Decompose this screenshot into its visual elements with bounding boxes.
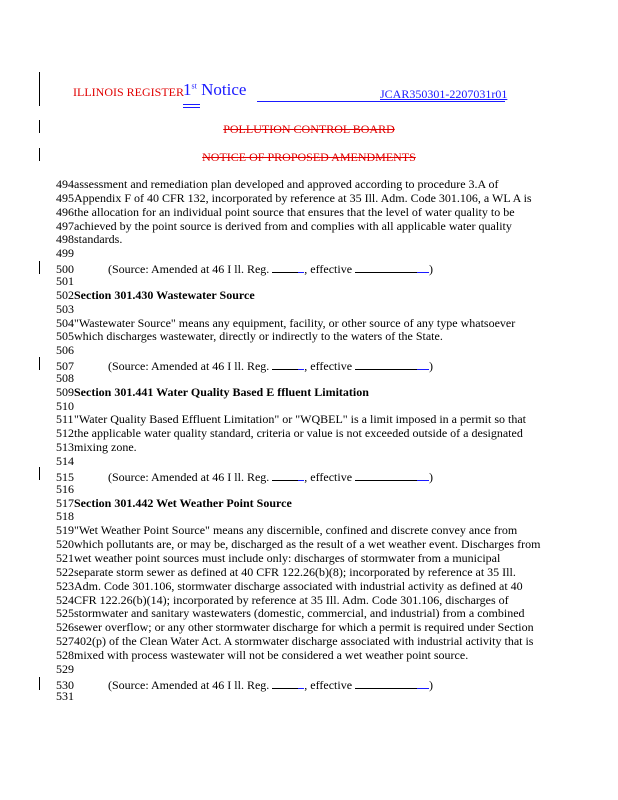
line-520 xyxy=(56,538,540,552)
line-number: 531 xyxy=(56,689,74,704)
header-underline xyxy=(183,107,200,108)
line-531 xyxy=(56,690,74,704)
line-number: 519 xyxy=(56,523,74,538)
line-number: 524 xyxy=(56,592,74,607)
source-note: (Source: Amended at 46 I ll. Reg. xyxy=(108,359,273,374)
line-number: 509 xyxy=(56,384,74,399)
line-text: mixed with process wastewater will not be considered a wet weather point source. xyxy=(74,647,469,662)
line-text: "Wastewater Source" means any equipment, facility, or other source of any type whatsoever xyxy=(74,315,516,330)
line-517 xyxy=(56,497,292,511)
line-527 xyxy=(56,635,533,649)
effective-date-blank xyxy=(355,358,417,370)
change-bar xyxy=(39,261,40,274)
source-note: (Source: Amended at 46 I ll. Reg. xyxy=(108,262,273,277)
line-530 xyxy=(56,677,433,693)
closing-paren: ) xyxy=(429,262,434,277)
line-text: wet weather point sources must include only: discharges of stormwater from a municipal xyxy=(74,550,501,565)
line-499 xyxy=(56,247,74,261)
line-number: 504 xyxy=(56,315,74,330)
line-text: CFR 122.26(b)(14); incorporated by reference at 35 Ill. Adm. Code 301.106, discharges of xyxy=(74,592,509,607)
line-502 xyxy=(56,289,255,303)
board-title: POLLUTION CONTROL BOARD xyxy=(223,122,395,136)
line-529 xyxy=(56,663,74,677)
line-number: 520 xyxy=(56,537,74,552)
line-number: 523 xyxy=(56,578,74,593)
change-bar xyxy=(39,467,40,480)
line-text: the applicable water quality standard, criteria or value is not exceeded outside of a designated xyxy=(74,426,523,441)
effective-date-blank xyxy=(355,677,417,689)
line-504 xyxy=(56,317,515,331)
line-text: "Wet Weather Point Source" means any discernible, confined and discrete convey ance from xyxy=(74,523,518,538)
line-505 xyxy=(56,330,443,344)
line-number: 515 xyxy=(56,469,74,484)
line-515 xyxy=(56,469,433,485)
document-id: JCAR350301-2207031r01 xyxy=(380,87,508,101)
line-508 xyxy=(56,372,74,386)
line-506 xyxy=(56,344,74,358)
register-blank xyxy=(272,358,298,370)
line-number: 501 xyxy=(56,273,74,288)
line-number: 528 xyxy=(56,647,74,662)
header-underline xyxy=(183,104,200,105)
effective-date-mark xyxy=(417,261,429,273)
line-number: 500 xyxy=(56,262,74,277)
line-number: 512 xyxy=(56,426,74,441)
line-number: 525 xyxy=(56,606,74,621)
line-text: "Water Quality Based Effluent Limitation" or "WQBEL" is a limit imposed in a permit so that xyxy=(74,412,526,427)
section-heading: Section 301.441 Water Quality Based E ffluent Limitation xyxy=(74,384,369,399)
line-text: mixing zone. xyxy=(74,440,137,455)
line-text: achieved by the point source is derived from and complies with all applicable water quality xyxy=(74,218,512,233)
line-512 xyxy=(56,427,523,441)
line-text: which discharges wastewater, directly or indirectly to the waters of the State. xyxy=(74,329,443,344)
line-519 xyxy=(56,524,517,538)
line-501 xyxy=(56,275,74,289)
line-number: 518 xyxy=(56,509,74,524)
line-511 xyxy=(56,413,526,427)
line-number: 526 xyxy=(56,620,74,635)
line-503 xyxy=(56,303,74,317)
closing-paren: ) xyxy=(429,677,434,692)
line-518 xyxy=(56,510,74,524)
line-number: 521 xyxy=(56,550,74,565)
notice-label: Notice xyxy=(201,80,247,99)
line-number: 502 xyxy=(56,287,74,302)
first-number: 1 xyxy=(183,80,192,99)
source-note: (Source: Amended at 46 I ll. Reg. xyxy=(108,677,273,692)
line-text: standards. xyxy=(74,232,123,247)
effective-date-mark xyxy=(417,358,429,370)
line-498 xyxy=(56,233,122,247)
effective-date-mark xyxy=(417,469,429,481)
line-text: which pollutants are, or may be, discharged as the result of a wet weather event. Discharges from xyxy=(74,537,541,552)
line-496 xyxy=(56,206,515,220)
effective-label: , effective xyxy=(304,262,356,277)
line-497 xyxy=(56,220,512,234)
change-bar xyxy=(39,357,40,370)
line-number: 529 xyxy=(56,661,74,676)
line-text: Adm. Code 301.106, stormwater discharge associated with industrial activity as defined at 40 xyxy=(74,578,523,593)
effective-label: , effective xyxy=(304,359,356,374)
line-516 xyxy=(56,483,74,497)
change-bar xyxy=(39,72,40,106)
line-text: sewer overflow; or any other stormwater discharge for which a permit is required under Section xyxy=(74,620,534,635)
line-526 xyxy=(56,621,534,635)
line-523 xyxy=(56,580,523,594)
line-513 xyxy=(56,441,137,455)
line-number: 514 xyxy=(56,454,74,468)
line-528 xyxy=(56,649,468,663)
line-number: 510 xyxy=(56,398,74,413)
line-number: 527 xyxy=(56,634,74,649)
register-blank xyxy=(272,261,298,273)
closing-paren: ) xyxy=(429,469,434,484)
line-521 xyxy=(56,552,500,566)
register-title: ILLINOIS REGISTER xyxy=(73,85,184,99)
effective-date-blank xyxy=(355,261,417,273)
line-number: 499 xyxy=(56,246,74,261)
line-text: separate storm sewer as defined at 40 CFR 122.26(b)(8); incorporated by reference at 35 Ill. xyxy=(74,564,516,579)
line-number: 530 xyxy=(56,677,74,692)
line-524 xyxy=(56,594,509,608)
line-number: 507 xyxy=(56,359,74,374)
section-heading: Section 301.442 Wet Weather Point Source xyxy=(74,495,292,510)
line-text: the allocation for an individual point source that ensures that the level of water quality to be xyxy=(74,204,515,219)
effective-date-blank xyxy=(355,469,417,481)
line-525 xyxy=(56,607,525,621)
section-heading: Section 301.430 Wastewater Source xyxy=(74,287,255,302)
notice-header xyxy=(183,80,246,100)
line-514 xyxy=(56,455,74,469)
line-number: 513 xyxy=(56,440,74,455)
line-507 xyxy=(56,358,433,374)
line-text: Appendix F of 40 CFR 132, incorporated by reference at 35 Ill. Adm. Code 301.106, a WL A is xyxy=(74,190,532,205)
line-number: 511 xyxy=(56,412,74,427)
line-text: assessment and remediation plan developed and approved according to procedure 3.A of xyxy=(74,177,499,191)
line-495 xyxy=(56,192,532,206)
line-509 xyxy=(56,386,369,400)
effective-date-mark xyxy=(417,677,429,689)
line-number: 494 xyxy=(56,177,74,191)
line-number: 495 xyxy=(56,190,74,205)
effective-label: , effective xyxy=(304,469,356,484)
notice-title: NOTICE OF PROPOSED AMENDMENTS xyxy=(202,150,416,164)
line-number: 496 xyxy=(56,204,74,219)
line-number: 497 xyxy=(56,218,74,233)
first-superscript: st xyxy=(191,81,197,91)
register-blank xyxy=(272,469,298,481)
change-bar xyxy=(39,677,40,690)
line-number: 503 xyxy=(56,301,74,316)
line-number: 505 xyxy=(56,329,74,344)
line-500 xyxy=(56,261,433,277)
register-blank xyxy=(272,677,298,689)
line-522 xyxy=(56,566,516,580)
source-note: (Source: Amended at 46 I ll. Reg. xyxy=(108,469,273,484)
line-number: 522 xyxy=(56,564,74,579)
line-494 xyxy=(56,178,499,192)
line-number: 506 xyxy=(56,343,74,358)
line-number: 516 xyxy=(56,481,74,496)
effective-label: , effective xyxy=(304,677,356,692)
line-number: 498 xyxy=(56,232,74,247)
line-number: 508 xyxy=(56,370,74,385)
line-text: 402(p) of the Clean Water Act. A stormwater discharge associated with industrial activity that is xyxy=(74,634,534,649)
line-number: 517 xyxy=(56,495,74,510)
closing-paren: ) xyxy=(429,359,434,374)
line-text: stormwater and sanitary wastewaters (domestic, commercial, and industrial) from a combined xyxy=(74,606,525,621)
line-510 xyxy=(56,400,74,414)
